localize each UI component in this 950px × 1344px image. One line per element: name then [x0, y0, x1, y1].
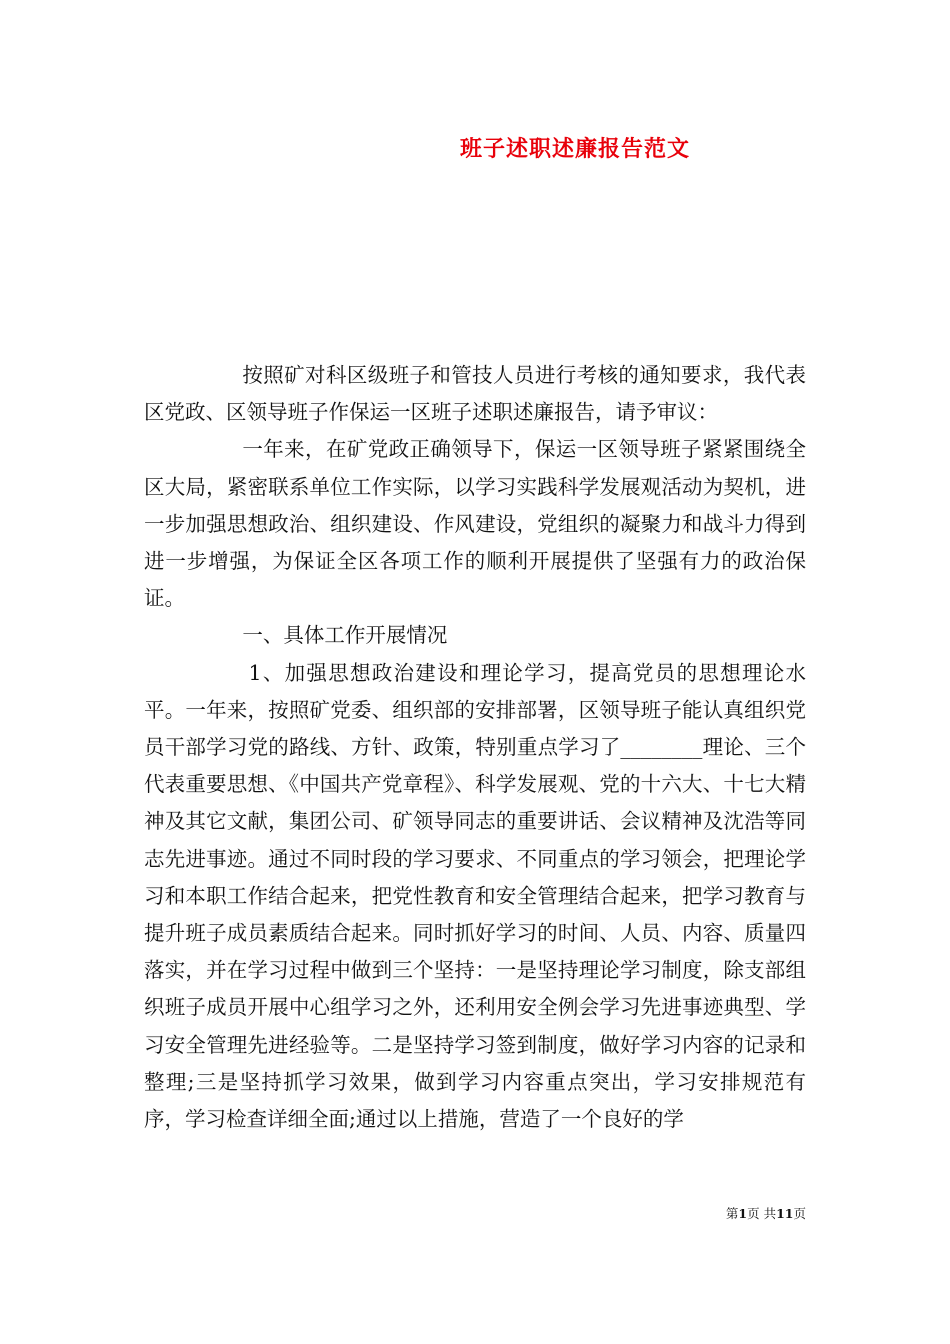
footer-current-page: 1	[738, 1206, 748, 1221]
footer-total-pages: 11	[776, 1206, 794, 1221]
footer-suffix: 页	[793, 1206, 806, 1221]
footer-prefix: 第	[725, 1206, 739, 1221]
paragraph-summary: 一年来，在矿党政正确领导下，保运一区领导班子紧紧围绕全区大局，紧密联系单位工作实际，以学习实践科学发展观活动为契机，进一步加强思想政治、组织建设、作风建设，党组织的凝聚力和战斗力得到进一步增强，为保证全区各项工作的顺利开展提供了坚强有力的政治保证。	[144, 437, 806, 611]
footer-middle: 页 共	[747, 1206, 777, 1221]
document-title: 班子述职述廉报告范文	[459, 136, 690, 162]
page-number-footer	[0, 1204, 806, 1222]
paragraph-item-1: 1、加强思想政治建设和理论学习，提高党员的思想理论水平。一年来，按照矿党委、组织部的安排部署，区领导班子能认真组织党员干部学习党的路线、方针、政策，特别重点学习了________理论、三个代表重要思想、《中国共产党章程》、科学发展观、党的十六大、十七大精神及其它文献，集团公司、矿领导同志的重要讲话、会议精神及沈浩等同志先进事迹。通过不同时段的学习要求、不同重点的学习领会，把理论学习和本职工作结合起来，把党性教育和安全管理结合起来，把学习教育与提升班子成员素质结合起来。同时抓好学习的时间、人员、内容、质量四落实，并在学习过程中做到三个坚持：一是坚持理论学习制度，除支部组织班子成员开展中心组学习之外，还利用安全例会学习先进事迹典型、学习安全管理先进经验等。二是坚持学习签到制度，做好学习内容的记录和整理;三是坚持抓学习效果，做到学习内容重点突出，学习安排规范有序，学习检查详细全面;通过以上措施，营造了一个良好的学	[144, 660, 806, 1132]
section-heading: 一、具体工作开展情况	[242, 623, 448, 648]
document-body	[144, 357, 806, 1138]
paragraph-intro: 按照矿对科区级班子和管技人员进行考核的通知要求，我代表区党政、区领导班子作保运一区班子述职述廉报告，请予审议：	[144, 363, 806, 425]
